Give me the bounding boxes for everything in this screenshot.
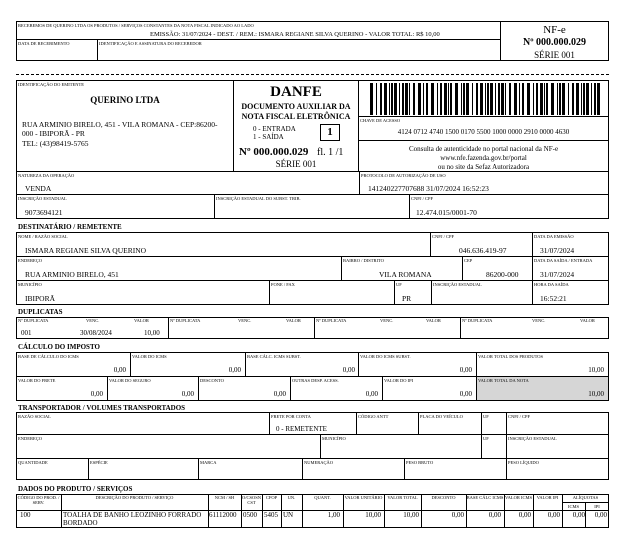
- transp-uf-label: UF: [483, 414, 489, 419]
- danfe-folha: fl. 1 /1: [317, 147, 344, 158]
- barcode-bar: [426, 83, 428, 115]
- prod-label: VALOR TOTAL DOS PRODUTOS: [478, 354, 544, 359]
- divider: [532, 232, 533, 305]
- imposto-title: CÁLCULO DO IMPOSTO: [18, 343, 100, 351]
- barcode-bar: [418, 83, 421, 115]
- danfe-tipo: 1: [320, 124, 340, 141]
- divider: [562, 502, 609, 503]
- chave-label: CHAVE DE ACESSO: [360, 118, 401, 123]
- dup-num-label: Nº DUPLICATA: [18, 318, 49, 323]
- divider: [281, 494, 282, 528]
- prod-total: 10,00: [403, 511, 419, 519]
- dup-num-label: Nº DUPLICATA: [316, 318, 347, 323]
- prod-col-icms: VALOR ICMS: [504, 495, 533, 500]
- prod-quant: 1,00: [327, 511, 340, 519]
- outras-label: OUTRAS DESP. ACESS.: [292, 378, 339, 383]
- dup-venc-label: VENC.: [532, 318, 546, 323]
- prod-codigo: 100: [20, 511, 31, 519]
- barcode-bar: [485, 83, 486, 115]
- divider: [418, 412, 419, 434]
- barcode-bar: [487, 83, 489, 115]
- prod-un: UN: [283, 511, 294, 519]
- barcode-bar: [551, 83, 554, 115]
- barcode-bar: [463, 83, 465, 115]
- emitente-nome: QUERINO LTDA: [90, 95, 160, 105]
- dup-title: DUPLICATAS: [18, 308, 63, 316]
- transp-mun-label: MUNICÍPIO: [322, 436, 346, 441]
- produtos-title: DADOS DO PRODUTO / SERVIÇOS: [18, 485, 133, 493]
- divider: [394, 280, 395, 305]
- barcode-bar: [562, 83, 565, 115]
- prod-descricao: TOALHA DE BANHO LEOZINHO FORRADO: [63, 511, 202, 519]
- prod-col-total: VALOR TOTAL: [387, 495, 418, 500]
- st-valor: 0,00: [459, 366, 472, 374]
- danfe-title: DANFE: [270, 84, 322, 100]
- chave-valor: 4124 0712 4740 1500 0170 5500 1000 0000 2910 0000 4630: [397, 128, 570, 136]
- bcst-valor: 0,00: [342, 366, 355, 374]
- divider: [16, 434, 609, 435]
- barcode-bar: [384, 83, 387, 115]
- dest-mun-label: MUNICÍPIO: [18, 282, 42, 287]
- outras-valor: 0,00: [365, 390, 378, 398]
- divider: [506, 458, 507, 480]
- transp-placa-label: PLACA DO VEÍCULO: [420, 414, 463, 419]
- dest-hora: 16:52:21: [540, 294, 567, 303]
- divider: [481, 412, 482, 458]
- st-label: VALOR DO ICMS SUBST.: [360, 354, 411, 359]
- prod-col-cst: O/CSOSN CST: [241, 495, 261, 505]
- barcode-bar: [568, 83, 569, 115]
- barcode-bar: [586, 83, 589, 115]
- prod-col-bc: BASE CÁLC ICMS: [466, 495, 504, 500]
- barcode-bar: [495, 83, 496, 115]
- barcode-bar: [413, 83, 415, 115]
- divider: [356, 412, 357, 434]
- transp-antt-label: CÓDIGO ANTT: [358, 414, 389, 419]
- barcode-bar: [505, 83, 506, 115]
- frete-label: VALOR DO FRETE: [18, 378, 56, 383]
- emitente-cidade: 000 - IBIPORÃ - PR: [22, 129, 85, 138]
- dup-num-label: Nº DUPLICATA: [462, 318, 493, 323]
- prod-col-cfop: CFOP: [265, 495, 278, 500]
- divider: [198, 458, 199, 480]
- barcode-bar: [498, 83, 500, 115]
- consulta-3: ou no site da Sefaz Autorizadora: [437, 163, 530, 171]
- transp-pb-label: PESO BRUTO: [406, 460, 434, 465]
- barcode-bar: [536, 83, 538, 115]
- barcode-bar: [450, 83, 452, 115]
- barcode-bar: [527, 83, 530, 115]
- transp-frete: 0 - REMETENTE: [276, 425, 327, 433]
- barcode-bar: [431, 83, 434, 115]
- divider: [462, 256, 463, 280]
- divider: [262, 494, 263, 528]
- divider: [269, 280, 270, 305]
- divider: [88, 458, 89, 480]
- dest-nome-label: NOME / RAZÃO SOCIAL: [18, 234, 68, 239]
- nota-valor: 10,00: [588, 390, 604, 398]
- barcode-bar: [501, 83, 504, 115]
- barcode-bar: [455, 83, 458, 115]
- dest-ie-label: INSCRIÇÃO ESTADUAL: [433, 282, 482, 287]
- barcode-bar: [399, 83, 400, 115]
- dest-cep: 86200-000: [486, 270, 519, 279]
- prod-col-ncm: NCM / SH: [214, 495, 235, 500]
- barcode-bar: [389, 83, 390, 115]
- transp-title: TRANSPORTADOR / VOLUMES TRANSPORTADOS: [18, 404, 186, 412]
- divider: [16, 256, 609, 257]
- seg-valor: 0,00: [181, 390, 194, 398]
- barcode-bar: [472, 83, 473, 115]
- barcode-bar: [522, 83, 524, 115]
- dest-uf: PR: [402, 294, 412, 303]
- desc-valor: 0,00: [273, 390, 286, 398]
- dest-bairro-label: BAIRRO / DISTRITO: [343, 258, 384, 263]
- barcode-bar: [370, 83, 373, 115]
- prod-col-ipi: VALOR IPI: [536, 495, 559, 500]
- cnpj-valor: 12.474.015/0001-70: [416, 208, 477, 217]
- barcode-bar: [591, 83, 592, 115]
- barcode-bar: [572, 83, 574, 115]
- dest-emissao-label: DATA DA EMISSÃO: [534, 234, 574, 239]
- divider: [506, 412, 507, 458]
- barcode: [370, 83, 602, 115]
- dup-empty: [168, 317, 320, 339]
- prod-bc: 0,00: [488, 511, 501, 519]
- transp-end-label: ENDEREÇO: [18, 436, 42, 441]
- dup-valor-label: VALOR: [286, 318, 301, 323]
- prod-valor: 10,00: [588, 366, 604, 374]
- barcode-bar: [544, 83, 545, 115]
- protocolo-valor: 141240227707688 31/07/2024 16:52:23: [368, 184, 489, 193]
- dup-num-label: Nº DUPLICATA: [170, 318, 201, 323]
- transp-frete-label: FRETE POR CONTA: [271, 414, 311, 419]
- divider: [16, 458, 609, 459]
- dest-saida-label: DATA DA SAÍDA / ENTRADA: [534, 258, 593, 263]
- emitente-telefone: TEL: (43)98419-5765: [22, 139, 89, 148]
- ie-label: INSCRIÇÃO ESTADUAL: [18, 196, 67, 201]
- consulta-1: Consulta de autenticidade no portal nacional da NF-e: [408, 145, 559, 153]
- dest-nome: ISMARA REGIANE SILVA QUERINO: [25, 246, 147, 255]
- divider: [341, 256, 342, 280]
- protocolo-label: PROTOCOLO DE AUTORIZAÇÃO DE USO: [361, 173, 446, 178]
- prod-col-cod: CÓDIGO DO PROD. / SERV.: [17, 495, 60, 505]
- canhoto-summary: EMISSÃO: 31/07/2024 - DEST. / REM.: ISMARA REGIANE SILVA QUERINO - VALOR TOTAL: R$ 10,00: [150, 31, 440, 38]
- divider: [343, 494, 344, 528]
- prod-col-aliq-ipi: IPI: [594, 504, 600, 509]
- prod-col-unit: VALOR UNITÁRIO: [344, 495, 383, 500]
- dest-box: [16, 232, 609, 305]
- barcode-bar: [546, 83, 548, 115]
- danfe-numero: Nº 000.000.029: [239, 146, 309, 158]
- transp-razao-label: RAZÃO SOCIAL: [18, 414, 51, 419]
- barcode-bar: [423, 83, 424, 115]
- dest-endereco: RUA ARMINIO BIRELO, 451: [25, 270, 119, 279]
- dup-valor: 10,00: [144, 329, 160, 337]
- barcode-bar: [540, 83, 543, 115]
- canhoto-text: RECEBEMOS DE QUERINO LTDA OS PRODUTOS / SERVIÇOS CONSTANTES DA NOTA FISCAL INDICADO AO LADO: [18, 23, 254, 28]
- dest-cpf: 046.636.419-97: [459, 246, 507, 255]
- transp-uf-label: UF: [483, 436, 489, 441]
- barcode-bar: [394, 83, 397, 115]
- divider: [404, 458, 405, 480]
- barcode-bar: [581, 83, 582, 115]
- cut-line: [16, 74, 609, 75]
- nfe-numero: Nº 000.000.029: [522, 37, 587, 48]
- assinatura-label: IDENTIFICAÇÃO E ASSINATURA DO RECEBEDOR: [99, 41, 202, 46]
- bcst-label: BASE CÁLC. ICMS SUBST.: [247, 354, 301, 359]
- prod-col-desc: DESCONTO: [431, 495, 456, 500]
- dest-municipio: IBIPORÃ: [25, 294, 56, 303]
- dest-title: DESTINATÁRIO / REMETENTE: [18, 223, 122, 231]
- divider: [16, 39, 501, 40]
- barcode-bar: [409, 83, 410, 115]
- transp-box: [16, 412, 609, 480]
- prod-aliq-icms: 0,00: [572, 511, 585, 519]
- divider: [269, 412, 270, 434]
- barcode-bar: [448, 83, 449, 115]
- iest-label: INSCRIÇÃO ESTADUAL DO SUBST. TRIB.: [216, 196, 301, 201]
- divider: [97, 39, 98, 61]
- divider: [430, 232, 431, 256]
- bc-label: BASE DE CÁLCULO DO ICMS: [18, 354, 79, 359]
- danfe-saida: 1 - SAÍDA: [253, 133, 284, 141]
- barcode-bar: [597, 83, 600, 115]
- divider: [431, 280, 432, 305]
- divider: [358, 140, 609, 141]
- danfe-sub2: NOTA FISCAL ELETRÔNICA: [241, 112, 351, 121]
- barcode-bar: [490, 83, 493, 115]
- dup-empty: [460, 317, 609, 339]
- barcode-bar: [480, 83, 483, 115]
- barcode-bar: [405, 83, 408, 115]
- barcode-bar: [594, 83, 596, 115]
- dest-uf-label: UF: [396, 282, 402, 287]
- dup-valor-label: VALOR: [134, 318, 149, 323]
- cnpj-label: CNPJ / CPF: [411, 196, 434, 201]
- bc-valor: 0,00: [113, 366, 126, 374]
- dest-cep-label: CEP: [464, 258, 473, 263]
- barcode-bar: [533, 83, 534, 115]
- barcode-bar: [440, 83, 442, 115]
- dup-venc-label: VENC.: [238, 318, 252, 323]
- divider: [16, 280, 609, 281]
- dest-end-label: ENDEREÇO: [18, 258, 42, 263]
- transp-marca-label: MARCA: [200, 460, 217, 465]
- dup-venc: 30/08/2024: [80, 329, 112, 337]
- emitente-label: IDENTIFICAÇÃO DO EMITENTE: [18, 82, 84, 87]
- prod-desconto: 0,00: [451, 511, 464, 519]
- prod-icms: 0,00: [518, 511, 531, 519]
- transp-qtd-label: QUANTIDADE: [18, 460, 48, 465]
- seg-label: VALOR DO SEGURO: [109, 378, 151, 383]
- barcode-bar: [557, 83, 558, 115]
- barcode-bar: [559, 83, 561, 115]
- barcode-bar: [437, 83, 438, 115]
- barcode-bar: [583, 83, 585, 115]
- dup-empty: [314, 317, 466, 339]
- barcode-bar: [476, 83, 478, 115]
- barcode-bar: [391, 83, 393, 115]
- divider: [358, 116, 609, 117]
- desc-label: DESCONTO: [200, 378, 224, 383]
- dup-venc-label: VENC.: [86, 318, 100, 323]
- danfe-entrada: 0 - ENTRADA: [253, 125, 296, 133]
- transp-pl-label: PESO LÍQUIDO: [508, 460, 539, 465]
- prod-col-un: UN.: [287, 495, 296, 500]
- nfe-label: NF-e: [543, 24, 566, 36]
- ipi-valor: 0,00: [459, 390, 472, 398]
- prod-ipi: 0,00: [547, 511, 560, 519]
- dup-num: 001: [21, 329, 32, 337]
- divider: [320, 434, 321, 458]
- nfe-serie: SÉRIE 001: [534, 50, 575, 60]
- dest-saida: 31/07/2024: [540, 270, 575, 279]
- prod-descricao-2: BORDADO: [63, 519, 98, 527]
- dup-valor-label: VALOR: [580, 318, 595, 323]
- dest-fone-label: FONE / FAX: [271, 282, 295, 287]
- dup-valor-label: VALOR: [426, 318, 441, 323]
- transp-num-label: NUMERAÇÃO: [304, 460, 334, 465]
- prod-col-aliquotas: ALÍQUOTAS: [572, 495, 599, 500]
- data-recebimento-label: DATA DE RECEBIMENTO: [18, 41, 70, 46]
- ie-valor: 9073694121: [25, 208, 63, 217]
- prod-col-quant: QUANT.: [314, 495, 331, 500]
- prod-col-aliq-icms: ICMS: [567, 504, 579, 509]
- divider: [302, 458, 303, 480]
- prod-unit: 10,00: [365, 511, 381, 519]
- prod-cst: 0500: [243, 511, 257, 519]
- consulta-2: www.nfe.fazenda.gov.br/portal: [440, 154, 527, 162]
- prod-aliq-ipi: 0,00: [594, 511, 607, 519]
- barcode-bar: [461, 83, 462, 115]
- prod-cfop: 5405: [264, 511, 278, 519]
- barcode-bar: [509, 83, 511, 115]
- barcode-bar: [466, 83, 469, 115]
- danfe-serie: SÉRIE 001: [275, 159, 317, 169]
- nota-label: VALOR TOTAL DA NOTA: [478, 378, 529, 383]
- transp-cnpj-label: CNPJ / CPF: [508, 414, 531, 419]
- transp-esp-label: ESPÉCIE: [90, 460, 108, 465]
- frete-valor: 0,00: [90, 390, 103, 398]
- dest-emissao: 31/07/2024: [540, 246, 575, 255]
- barcode-bar: [380, 83, 382, 115]
- dup-venc-label: VENC.: [380, 318, 394, 323]
- prod-col-desc: DESCRIÇÃO DO PRODUTO / SERVIÇO: [95, 495, 174, 500]
- ipi-label: VALOR DO IPI: [384, 378, 414, 383]
- barcode-bar: [376, 83, 377, 115]
- prod-ncm: 61112000: [209, 511, 237, 519]
- barcode-bar: [576, 83, 579, 115]
- barcode-bar: [514, 83, 517, 115]
- icms-valor: 0,00: [228, 366, 241, 374]
- divider: [61, 494, 62, 528]
- icms-label: VALOR DO ICMS: [132, 354, 167, 359]
- barcode-bar: [402, 83, 404, 115]
- dest-bairro: VILA ROMANA: [379, 270, 432, 279]
- barcode-bar: [444, 83, 447, 115]
- natureza-label: NATUREZA DA OPERAÇÃO: [18, 173, 75, 178]
- emitente-endereco: RUA ARMINIO BIRELO, 451 - VILA ROMANA - CEP:86200-: [22, 120, 218, 129]
- dup-item: [16, 317, 168, 339]
- divider: [241, 494, 242, 528]
- dest-hora-label: HORA DA SAÍDA: [534, 282, 569, 287]
- danfe-sub1: DOCUMENTO AUXILIAR DA: [241, 102, 351, 111]
- natureza-valor: VENDA: [25, 184, 52, 193]
- barcode-bar: [519, 83, 520, 115]
- transp-ie-label: INSCRIÇÃO ESTADUAL: [508, 436, 557, 441]
- dest-cpf-label: CNPJ / CPF: [432, 234, 455, 239]
